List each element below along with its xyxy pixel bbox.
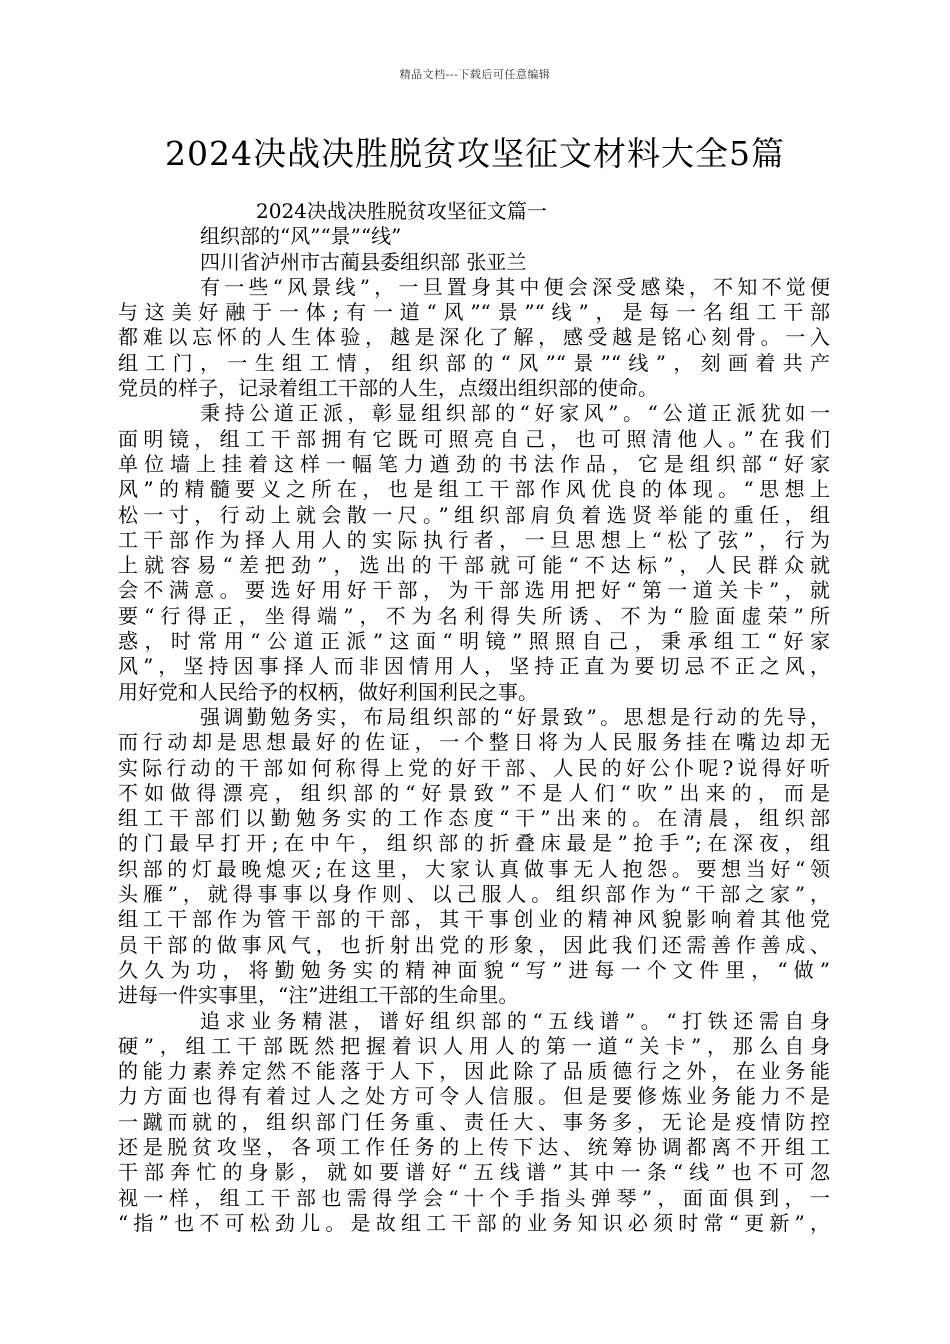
text-line: 实际行动的干部如何称得上党的好干部、人民的好公仆呢?说得好听 [118,755,830,780]
text-line: 单位墙上挂着这样一幅笔力遒劲的书法作品，它是组织部“好家 [118,451,830,476]
text-line: 组工干部们以勤勉务实的工作态度“干”出来的。在清晨，组织部 [118,806,830,831]
text-line: 而行动却是思想最好的佐证，一个整日将为人民服务挂在嘴边却无 [118,730,830,755]
text-line: 视一样，组工干部也需得学会“十个手指头弹琴”，面面俱到，一 [118,1185,830,1210]
text-line: 追求业务精湛，谱好组织部的“五线谱”。“打铁还需自身 [200,1008,830,1033]
text-line: 头雁”，就得事事以身作则、以己服人。组织部作为“干部之家”， [118,882,830,907]
text-line: 秉持公道正派，彰显组织部的“好家风”。“公道正派犹如一 [200,401,830,426]
text-line: 强调勤勉务实，布局组织部的“好景致”。思想是行动的先导， [200,704,830,729]
text-line: 一蹴而就的，组织部门任务重、责任大、事务多，无论是疫情防控 [118,1109,830,1134]
text-line: “指”也不可松劲儿。是故组工干部的业务知识必须时常“更新”， [118,1210,830,1235]
text-line: 风”，坚持因事择人而非因情用人，坚持正直为要切忌不正之风， [118,654,830,679]
text-line: 组工干部作为管干部的干部，其干事创业的精神风貌影响着其他党 [118,907,830,932]
text-line: 进每一件实事里，“注”进组工干部的生命里。 [118,983,519,1008]
document-title: 2024决战决胜脱贫攻坚征文材料大全5篇 [165,134,785,173]
text-line: 用好党和人民给予的权柄，做好利国利民之事。 [118,679,538,704]
text-line: 有一些“风景线”，一旦置身其中便会深受感染，不知不觉便 [200,274,830,299]
text-line: 组工门，一生组工情，组织部的“风”“景”“线”，刻画着共产 [118,350,830,375]
text-line: 面明镜，组工干部拥有它既可照亮自己，也可照清他人。”在我们 [118,426,830,451]
text-line: 2024决战决胜脱贫攻坚征文篇一 [256,199,547,223]
text-line: 风”的精髓要义之所在，也是组工干部作风优良的体现。“思想上 [118,477,830,502]
text-line: 党员的样子，记录着组工干部的人生，点缀出组织部的使命。 [118,376,658,401]
text-line: 工干部作为择人用人的实际执行者，一旦思想上“松了弦”，行为 [118,527,830,552]
text-line: 上就容易“差把劲”，选出的干部就可能“不达标”，人民群众就 [118,553,830,578]
text-line: 都难以忘怀的人生体验，越是深化了解，感受越是铭心刻骨。一入 [118,325,830,350]
text-line: 组织部的“风”“景”“线” [200,224,402,249]
text-line: 员干部的做事风气，也折射出党的形象，因此我们还需善作善成、 [118,932,830,957]
text-line: 要“行得正，坐得端”，不为名利得失所诱、不为“脸面虚荣”所 [118,603,830,628]
text-line: 松一寸，行动上就会散一尺。”组织部肩负着选贤举能的重任，组 [118,502,830,527]
text-line: 不如做得漂亮，组织部的“好景致”不是人们“吹”出来的，而是 [118,780,830,805]
text-line: 四川省泸州市古蔺县委组织部 张亚兰 [200,249,527,274]
text-line: 与这美好融于一体;有一道“风”“景”“线”，是每一名组工干部 [118,300,830,325]
text-line: 力方面也得有着过人之处方可令人信服。但是要修炼业务能力不是 [118,1084,830,1109]
text-line: 硬”，组工干部既然把握着识人用人的第一道“关卡”，那么自身 [118,1033,830,1058]
text-line: 织部的灯最晚熄灭;在这里，大家认真做事无人抱怨。要想当好“领 [118,856,830,881]
header-note: 精品文档---下载后可任意编辑 [399,68,551,81]
text-line: 还是脱贫攻坚，各项工作任务的上传下达、统筹协调都离不开组工 [118,1134,830,1159]
text-line: 惑，时常用“公道正派”这面“明镜”照照自己，秉承组工“好家 [118,629,830,654]
text-line: 的门最早打开;在中午，组织部的折叠床最是”抢手”;在深夜，组 [118,831,830,856]
document-body [118,199,830,1236]
text-line: 会不满意。要选好用好干部，为干部选用把好“第一道关卡”，就 [118,578,830,603]
text-line: 的能力素养定然不能落于人下，因此除了品质德行之外，在业务能 [118,1059,830,1084]
text-line: 久久为功，将勤勉务实的精神面貌“写”进每一个文件里，“做” [118,957,830,982]
text-line: 干部奔忙的身影，就如要谱好“五线谱”其中一条“线”也不可忽 [118,1160,830,1185]
